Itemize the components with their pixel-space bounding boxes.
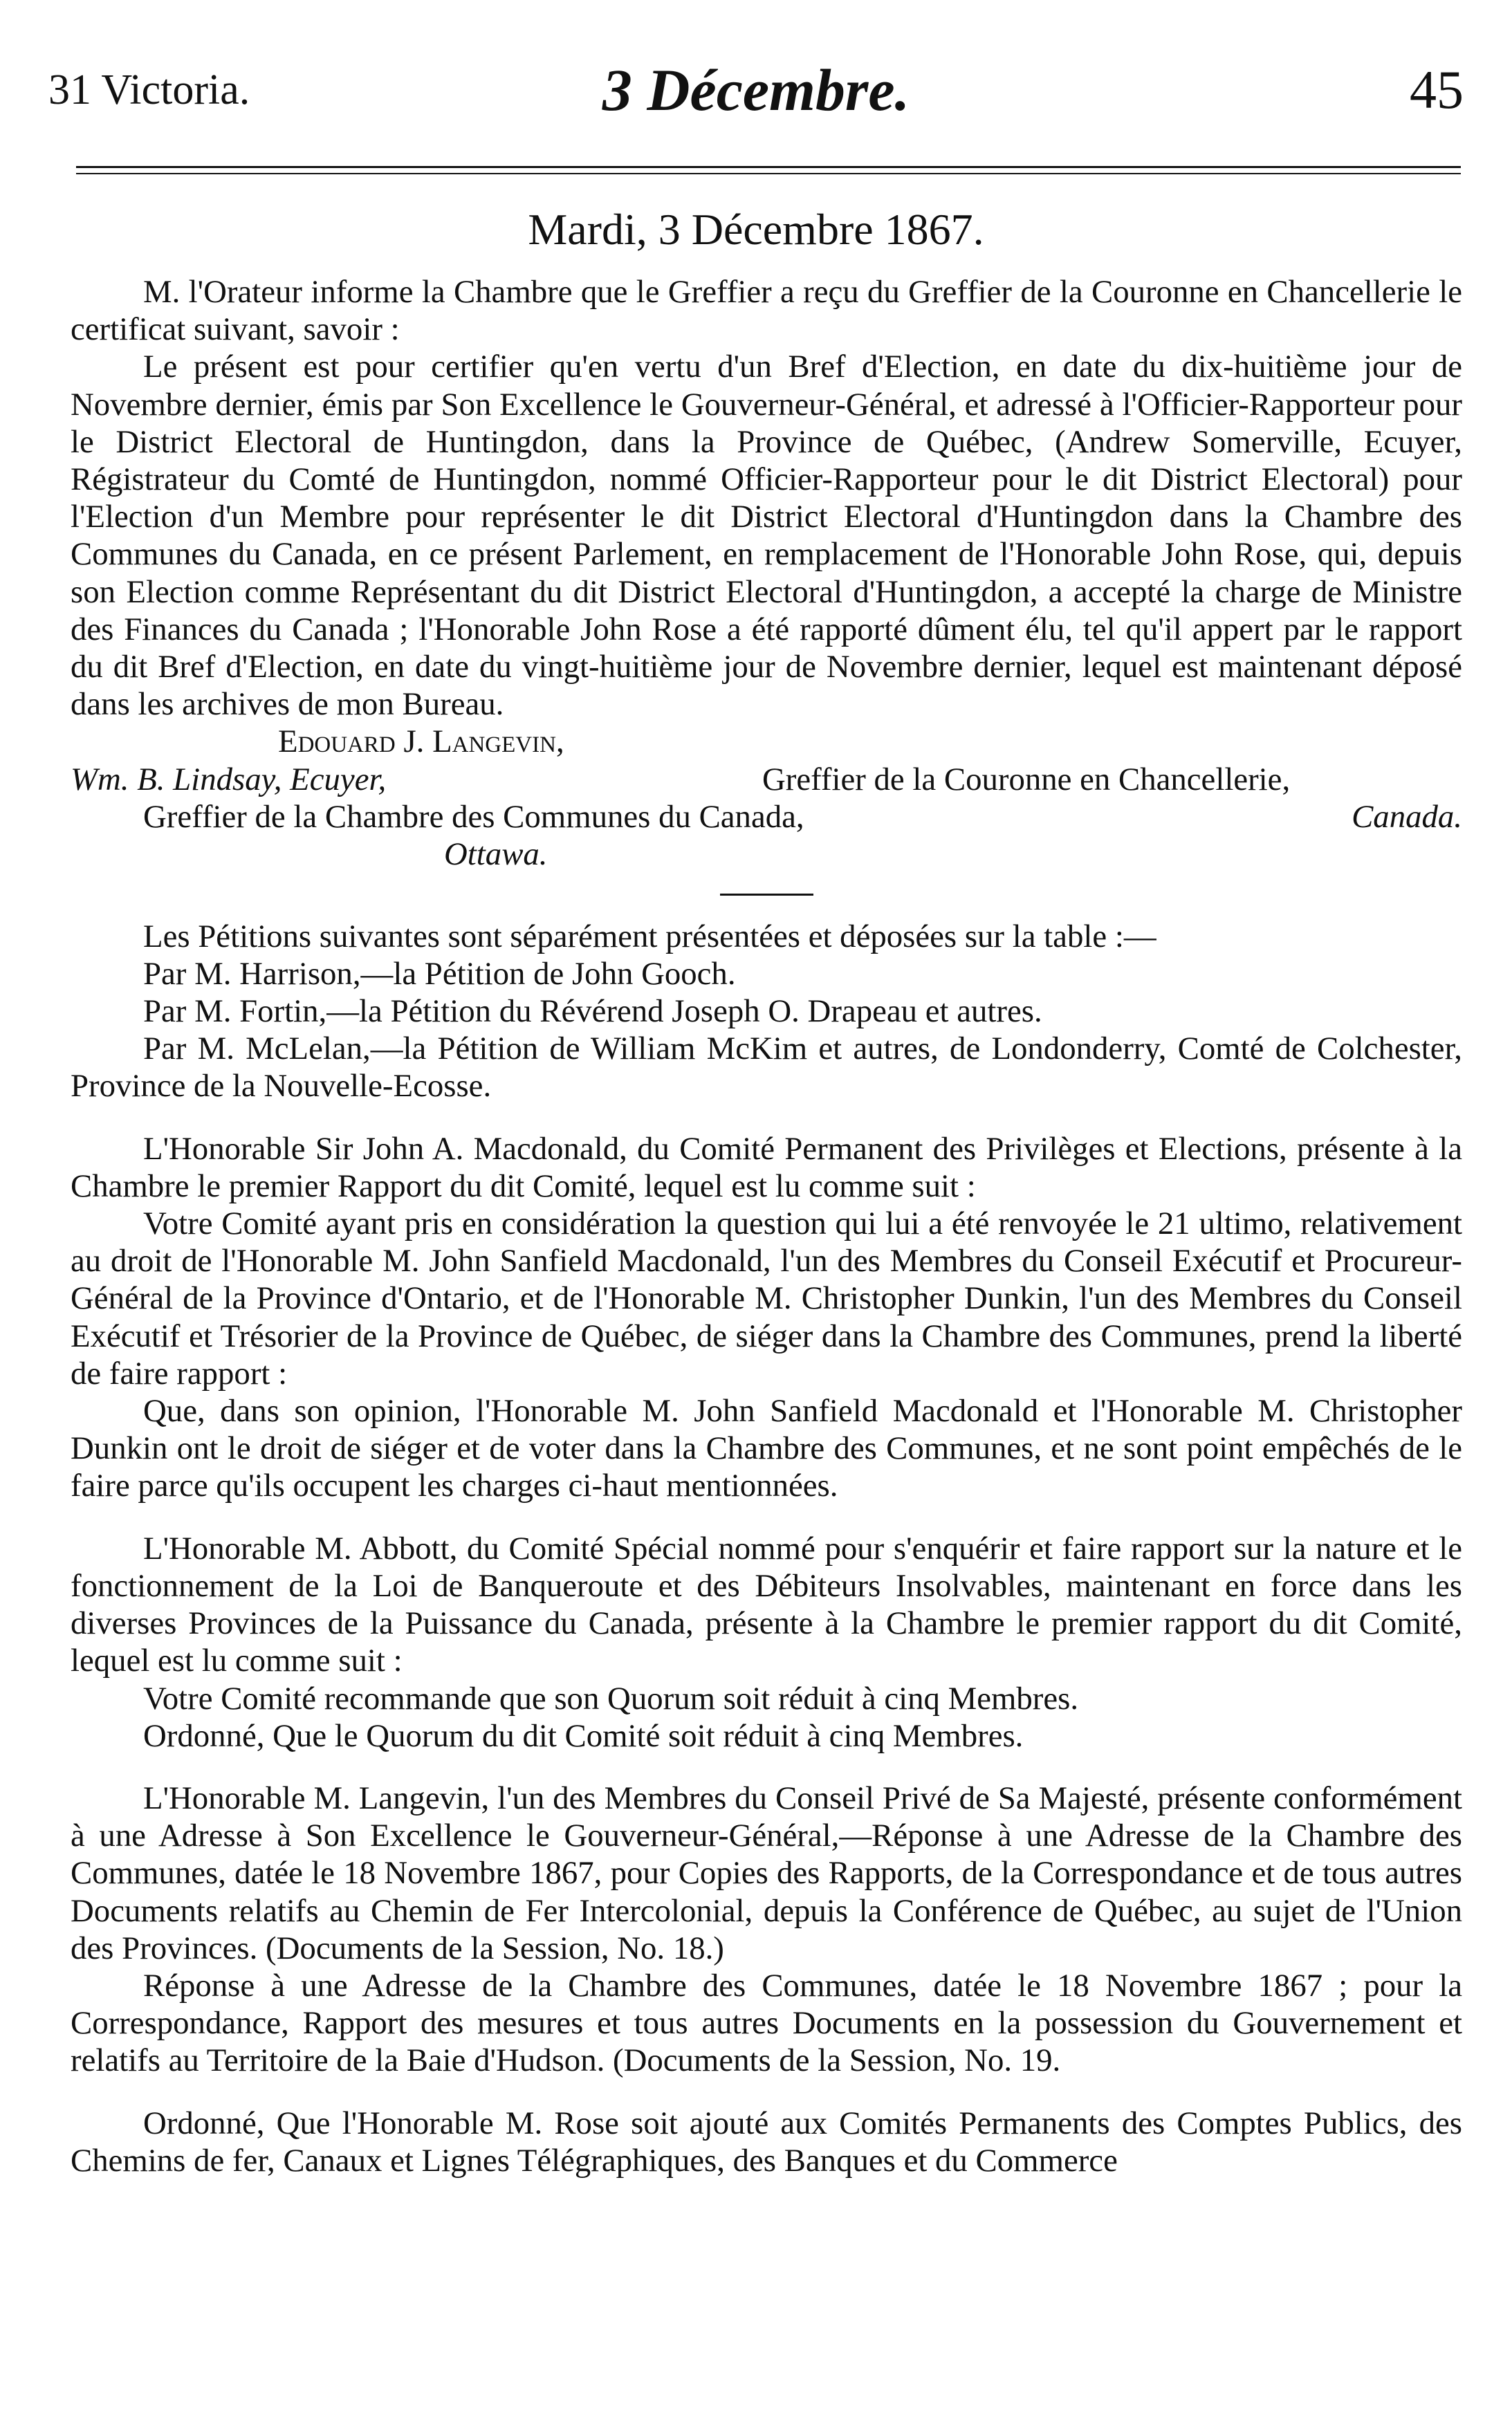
sitting-date-heading: Mardi, 3 Décembre 1867. [528,205,984,254]
paragraph-petitions-intro: Les Pétitions suivantes sont séparément présentées et déposées sur la table :— [143,918,1156,954]
signature-place: Ottawa. [444,835,548,872]
paragraph-rose-committees: Ordonné, Que l'Honorable M. Rose soit ajouté aux Comités Permanents des Comptes Publics, des Chemins de fer, Canaux et Lignes Télégraphiques, des Banques et du Commerce [71,2105,1462,2179]
section-separator [720,894,813,896]
header-rule-thin [76,173,1461,174]
paragraph-speaker-announcement: M. l'Orateur informe la Chambre que le Greffier a reçu du Greffier de la Couronne en Chancellerie le certificat suivant, savoir : [71,274,1462,348]
paragraph-committee-opinion: Que, dans son opinion, l'Honorable M. John Sanfield Macdonald et l'Honorable M. Christopher Dunkin ont le droit de siéger et de voter dans la Chambre des Communes, et ne sont point empêchés de le faire parce qu'ils occupent les charges ci-haut mentionnées. [71,1393,1462,1504]
paragraph-quorum-recommendation: Votre Comité recommande que son Quorum soit réduit à cinq Membres. [143,1680,1079,1717]
signature-row-3 [71,835,1462,873]
header-date [48,55,1464,124]
page-number: 45 [1410,59,1464,120]
header-rule-thick [76,166,1461,168]
header-regnal-year: 31 Victoria. [48,66,250,113]
signature-country: Canada. [1352,798,1462,835]
paragraph-committee-report: Votre Comité ayant pris en considération la question qui lui a été renvoyée le 21 ultimo, relativement au droit de l'Honorable M. John Sanfield Macdonald, l'un des Membres du Conseil Exécutif et Procureur-Général de la Province d'Ontario, et de l'Honorable M. Christopher Dunkin, l'un des Membres du Conseil Exécutif et Trésorier de la Province de Québec, de siéger dans la Chambre des Communes, prend la liberté de faire rapport : [71,1206,1462,1392]
signature-name-text: Edouard J. Langevin, [278,723,564,760]
signature-name [71,723,1462,760]
header-date-text: 3 Décembre. [602,57,910,123]
paragraph-petition-harrison: Par M. Harrison,—la Pétition de John Gooch. [143,955,736,992]
signature-row-2 [71,798,1462,835]
paragraph-election-certificate: Le présent est pour certifier qu'en vertu d'un Bref d'Election, en date du dix-huitième jour de Novembre dernier, émis par Son Excellence le Gouverneur-Général, et adressé à l'Officier-Rapporteur pour le District Electoral de Huntingdon, dans la Province de Québec, (Andrew Somerville, Ecuyer, Régistrateur du Comté de Huntingdon, nommé Officier-Rapporteur pour le dit District Electoral) pour l'Election d'un Membre pour représenter le dit District Electoral d'Huntingdon dans la Chambre des Communes du Canada, en ce présent Parlement, en remplacement de l'Honorable John Rose, qui, depuis son Election comme Représentant du dit District Electoral d'Huntingdon, a accepté la charge de Ministre des Finances du Canada ; l'Honorable John Rose a été rapporté dûment élu, tel qu'il appert par le rapport du dit Bref d'Election, en date du vingt-huitième jour de Novembre dernier, lequel est maintenant déposé dans les archives de mon Bureau. [71,349,1462,723]
journal-body [71,273,1462,2179]
paragraph-hudson-bay-return: Réponse à une Adresse de la Chambre des Communes, datée le 18 Novembre 1867 ; pour la Correspondance, Rapport des mesures et tous autres Documents en la possession du Gouvernement et relatifs au Territoire de la Baie d'Hudson. (Documents de la Session, No. 19. [71,1967,1462,2079]
paragraph-petition-mclelan: Par M. McLelan,—la Pétition de William McKim et autres, de Londonderry, Comté de Colchester, Province de la Nouvelle-Ecosse. [71,1031,1462,1105]
paragraph-bankruptcy-committee: L'Honorable M. Abbott, du Comité Spécial nommé pour s'enquérir et faire rapport sur la nature et le fonctionnement de la Loi de Banqueroute et des Débiteurs Insolvables, maintenant en force dans les diverses Provinces de la Puissance du Canada, présente à la Chambre le premier rapport du dit Comité, lequel est lu comme suit : [71,1530,1462,1679]
paragraph-intercolonial-return: L'Honorable M. Langevin, l'un des Membres du Conseil Privé de Sa Majesté, présente conformément à une Adresse à Son Excellence le Gouverneur-Général,—Réponse à une Adresse de la Chambre des Communes, datée le 18 Novembre 1867, pour Copies des Rapports, de la Correspondance et de tous autres Documents relatifs au Chemin de Fer Intercolonial, depuis la Conférence de Québec, au sujet de l'Union des Provinces. (Documents de la Session, No. 18.) [71,1780,1462,1966]
paragraph-quorum-order: Ordonné, Que le Quorum du dit Comité soit réduit à cinq Membres. [143,1717,1024,1754]
signature-row-1 [71,761,1462,798]
paragraph-privileges-committee: L'Honorable Sir John A. Macdonald, du Comité Permanent des Privilèges et Elections, présente à la Chambre le premier Rapport du dit Comité, lequel est lu comme suit : [71,1130,1462,1204]
running-header [48,41,1464,123]
paragraph-petition-fortin: Par M. Fortin,—la Pétition du Révérend Joseph O. Drapeau et autres. [143,993,1042,1030]
signature-addressee: Wm. B. Lindsay, Ecuyer, [71,761,387,797]
signature-addressee-title: Greffier de la Chambre des Communes du Canada, [143,798,804,835]
signature-title: Greffier de la Couronne en Chancellerie, [762,761,1291,797]
